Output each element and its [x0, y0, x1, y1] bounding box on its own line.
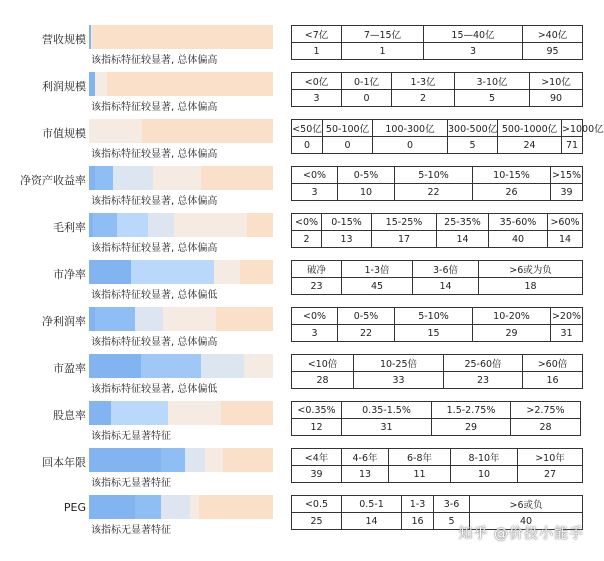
range-header-cell: 7—15亿 — [342, 26, 424, 43]
range-header-cell: 6-8年 — [389, 449, 451, 466]
bar-segment — [205, 448, 223, 472]
distribution-bar — [89, 213, 273, 237]
range-table — [291, 307, 583, 342]
distribution-bar — [89, 307, 273, 331]
indicator-row — [0, 25, 600, 69]
range-header-cell: <4年 — [292, 449, 342, 466]
indicator-label: 市净率 — [53, 268, 86, 281]
range-value-cell: 16 — [402, 513, 434, 530]
range-header-cell: 0-5% — [338, 308, 395, 325]
range-value-cell: 13 — [322, 231, 372, 248]
bar-segment — [223, 448, 273, 472]
range-header-cell: <0亿 — [292, 73, 342, 90]
indicator-label: 市盈率 — [53, 362, 86, 375]
range-header-cell: 300-500亿 — [448, 120, 498, 137]
range-value-cell: 23 — [292, 278, 342, 295]
range-header-cell: 3-6 — [434, 496, 470, 513]
range-header-cell: <0% — [292, 214, 322, 231]
range-value-cell: 22 — [338, 325, 395, 342]
range-header-cell: 8-10年 — [451, 449, 518, 466]
indicator-row — [0, 119, 604, 163]
indicator-row — [0, 448, 600, 492]
range-table — [291, 25, 583, 60]
indicator-row — [0, 307, 600, 351]
indicator-label: 净资产收益率 — [20, 174, 86, 187]
range-header-cell: 4-6年 — [342, 449, 389, 466]
range-header-cell: 0-15% — [322, 214, 372, 231]
range-value-cell: 1 — [342, 43, 424, 60]
distribution-bar — [89, 72, 273, 96]
range-header-cell: 1.5-2.75% — [432, 402, 511, 419]
range-value-cell: 23 — [444, 372, 523, 389]
bar-segment — [201, 354, 243, 378]
range-value-cell: 29 — [432, 419, 511, 436]
bar-segment — [89, 119, 98, 143]
range-header-cell: >10亿 — [530, 73, 583, 90]
range-value-cell: 25 — [292, 513, 342, 530]
range-table — [291, 213, 583, 248]
indicator-row — [0, 354, 600, 398]
range-value-cell: 33 — [354, 372, 444, 389]
range-header-cell: <0% — [292, 308, 338, 325]
bar-segment — [113, 166, 153, 190]
range-value-cell: 0 — [323, 137, 373, 154]
range-header-cell: 10-25倍 — [354, 355, 444, 372]
bar-segment — [174, 213, 248, 237]
range-header-cell: 0-5% — [338, 167, 395, 184]
range-value-cell: 3 — [292, 325, 338, 342]
distribution-bar — [89, 495, 273, 519]
range-header-cell: <10倍 — [292, 355, 354, 372]
range-header-cell: >10年 — [518, 449, 583, 466]
range-header-cell: >1000亿 — [562, 120, 583, 137]
range-table — [291, 72, 583, 107]
bar-segment — [247, 213, 273, 237]
bar-segment — [89, 495, 135, 519]
bar-segment — [117, 213, 148, 237]
indicator-label: PEG — [63, 501, 86, 514]
indicator-label: 净利润率 — [42, 315, 86, 328]
range-value-cell: 13 — [342, 466, 389, 483]
range-header-cell: 1-3亿 — [392, 73, 455, 90]
range-header-cell: <0% — [292, 167, 338, 184]
bar-segment — [89, 260, 131, 284]
range-value-cell: 31 — [342, 419, 432, 436]
range-value-cell: 3 — [424, 43, 523, 60]
range-header-cell: <0.35% — [292, 402, 342, 419]
range-header-cell: 25-60倍 — [444, 355, 523, 372]
range-header-cell: 0.35-1.5% — [342, 402, 432, 419]
bar-segment — [98, 25, 273, 49]
range-header-cell: >6或为负 — [479, 261, 583, 278]
range-table — [291, 448, 583, 483]
range-header-cell: 5-10% — [395, 308, 473, 325]
range-header-cell: >15% — [551, 167, 583, 184]
range-header-cell: <7亿 — [292, 26, 342, 43]
range-value-cell: 22 — [395, 184, 473, 201]
range-header-cell: 1-3 — [402, 496, 434, 513]
range-header-cell: 10-20% — [473, 308, 551, 325]
range-header-cell: >60倍 — [523, 355, 583, 372]
bar-segment — [221, 401, 273, 425]
range-table — [291, 401, 581, 436]
range-header-cell: 100-300亿 — [373, 120, 448, 137]
range-value-cell: 3 — [292, 184, 338, 201]
range-value-cell: 0 — [373, 137, 448, 154]
indicator-label: 市值规模 — [42, 127, 86, 140]
range-value-cell: 28 — [292, 372, 354, 389]
bar-segment — [163, 307, 216, 331]
range-value-cell: 5 — [448, 137, 498, 154]
range-value-cell: 11 — [389, 466, 451, 483]
bar-segment — [135, 307, 163, 331]
bar-segment — [95, 166, 113, 190]
range-value-cell: 31 — [551, 325, 583, 342]
indicator-label: 回本年限 — [42, 456, 86, 469]
distribution-bar — [89, 401, 273, 425]
range-value-cell: 39 — [551, 184, 583, 201]
range-table — [291, 260, 583, 295]
range-table — [291, 354, 583, 389]
indicator-row — [0, 166, 600, 210]
indicator-note: 该指标特征较显著, 总体偏低 — [91, 290, 218, 301]
range-value-cell: 90 — [530, 90, 583, 107]
range-value-cell: 29 — [473, 325, 551, 342]
range-header-cell: >6或负 — [470, 496, 583, 513]
bar-segment — [214, 260, 240, 284]
bar-segment — [98, 72, 107, 96]
indicator-label: 营收规模 — [42, 33, 86, 46]
bar-segment — [93, 213, 117, 237]
bar-segment — [135, 495, 161, 519]
range-value-cell: 2 — [292, 231, 322, 248]
bar-segment — [201, 166, 273, 190]
indicator-label: 毛利率 — [53, 221, 86, 234]
bar-segment — [89, 354, 141, 378]
range-value-cell: 10 — [338, 184, 395, 201]
range-value-cell: 26 — [473, 184, 551, 201]
indicator-row — [0, 72, 600, 116]
range-value-cell: 5 — [434, 513, 470, 530]
range-value-cell: 5 — [455, 90, 530, 107]
range-header-cell: 15—40亿 — [424, 26, 523, 43]
range-value-cell: 39 — [292, 466, 342, 483]
range-value-cell: 1 — [292, 43, 342, 60]
range-value-cell: 12 — [292, 419, 342, 436]
range-header-cell: 25-35% — [437, 214, 489, 231]
indicator-note: 该指标特征较显著, 总体偏高 — [91, 149, 218, 160]
range-header-cell: 10-15% — [473, 167, 551, 184]
range-header-cell: <50亿 — [292, 120, 323, 137]
bar-segment — [148, 213, 174, 237]
range-value-cell: 17 — [372, 231, 437, 248]
indicator-note: 该指标无显著特征 — [91, 431, 171, 442]
indicator-note: 该指标无显著特征 — [91, 525, 171, 536]
range-header-cell: >20% — [551, 308, 583, 325]
range-value-cell: 15 — [395, 325, 473, 342]
bar-segment — [95, 307, 135, 331]
range-header-cell: 15-25% — [372, 214, 437, 231]
distribution-bar — [89, 354, 273, 378]
range-header-cell: 5-10% — [395, 167, 473, 184]
bar-segment — [89, 448, 161, 472]
range-value-cell: 71 — [562, 137, 583, 154]
bar-segment — [153, 166, 201, 190]
range-value-cell: 2 — [392, 90, 455, 107]
distribution-bar — [89, 166, 273, 190]
range-value-cell: 18 — [479, 278, 583, 295]
range-header-cell: >60% — [548, 214, 583, 231]
indicator-label: 股息率 — [53, 409, 86, 422]
range-value-cell: 95 — [523, 43, 583, 60]
bar-segment — [185, 448, 205, 472]
range-value-cell: 10 — [451, 466, 518, 483]
indicator-note: 该指标无显著特征 — [91, 478, 171, 489]
range-header-cell: 500-1000亿 — [498, 120, 562, 137]
range-value-cell: 27 — [518, 466, 583, 483]
bar-segment — [244, 354, 273, 378]
bar-segment — [161, 448, 185, 472]
bar-segment — [142, 119, 273, 143]
bar-segment — [89, 401, 111, 425]
range-value-cell: 14 — [413, 278, 479, 295]
range-header-cell: >2.75% — [511, 402, 581, 419]
range-value-cell: 3 — [292, 90, 342, 107]
watermark: 知乎 @价投小能手 — [458, 526, 584, 542]
bar-segment — [111, 401, 168, 425]
range-header-cell: 50-100亿 — [323, 120, 373, 137]
indicator-row — [0, 260, 600, 304]
bar-segment — [190, 495, 199, 519]
indicator-note: 该指标特征较显著, 总体偏高 — [91, 196, 218, 207]
distribution-bar — [89, 25, 273, 49]
range-header-cell: 3-10亿 — [455, 73, 530, 90]
distribution-bar — [89, 448, 273, 472]
range-value-cell: 0 — [342, 90, 392, 107]
range-header-cell: 1-3倍 — [342, 261, 413, 278]
bar-segment — [216, 307, 273, 331]
range-value-cell: 40 — [470, 513, 583, 530]
indicator-note: 该指标特征较显著, 总体偏高 — [91, 337, 218, 348]
range-table — [291, 119, 604, 154]
indicator-note: 该指标特征较显著, 总体偏低 — [91, 384, 218, 395]
indicator-note: 该指标特征较显著, 总体偏高 — [91, 102, 218, 113]
bar-segment — [240, 260, 273, 284]
distribution-bar — [89, 119, 273, 143]
range-header-cell: 35-60% — [489, 214, 548, 231]
range-value-cell: 24 — [498, 137, 562, 154]
range-value-cell: 14 — [342, 513, 402, 530]
indicator-note: 该指标特征较显著, 总体偏高 — [91, 243, 218, 254]
bar-segment — [141, 354, 202, 378]
bar-segment — [107, 72, 273, 96]
indicator-row — [0, 213, 600, 257]
range-value-cell: 14 — [437, 231, 489, 248]
bar-segment — [131, 260, 214, 284]
range-value-cell: 28 — [511, 419, 581, 436]
range-value-cell: 14 — [548, 231, 583, 248]
range-value-cell: 16 — [523, 372, 583, 389]
bar-segment — [98, 119, 142, 143]
range-value-cell: 0 — [292, 137, 323, 154]
bar-segment — [168, 401, 221, 425]
range-header-cell: 破净 — [292, 261, 342, 278]
indicator-label: 利润规模 — [42, 80, 86, 93]
range-value-cell: 40 — [489, 231, 548, 248]
range-header-cell: >40亿 — [523, 26, 583, 43]
range-value-cell: 45 — [342, 278, 413, 295]
indicator-row — [0, 401, 600, 445]
range-header-cell: <0.5 — [292, 496, 342, 513]
distribution-bar — [89, 260, 273, 284]
bar-segment — [199, 495, 273, 519]
indicator-note: 该指标特征较显著, 总体偏高 — [91, 55, 218, 66]
range-header-cell: 0-1亿 — [342, 73, 392, 90]
range-table — [291, 166, 583, 201]
range-header-cell: 0.5-1 — [342, 496, 402, 513]
bar-segment — [161, 495, 190, 519]
range-header-cell: 3-6倍 — [413, 261, 479, 278]
